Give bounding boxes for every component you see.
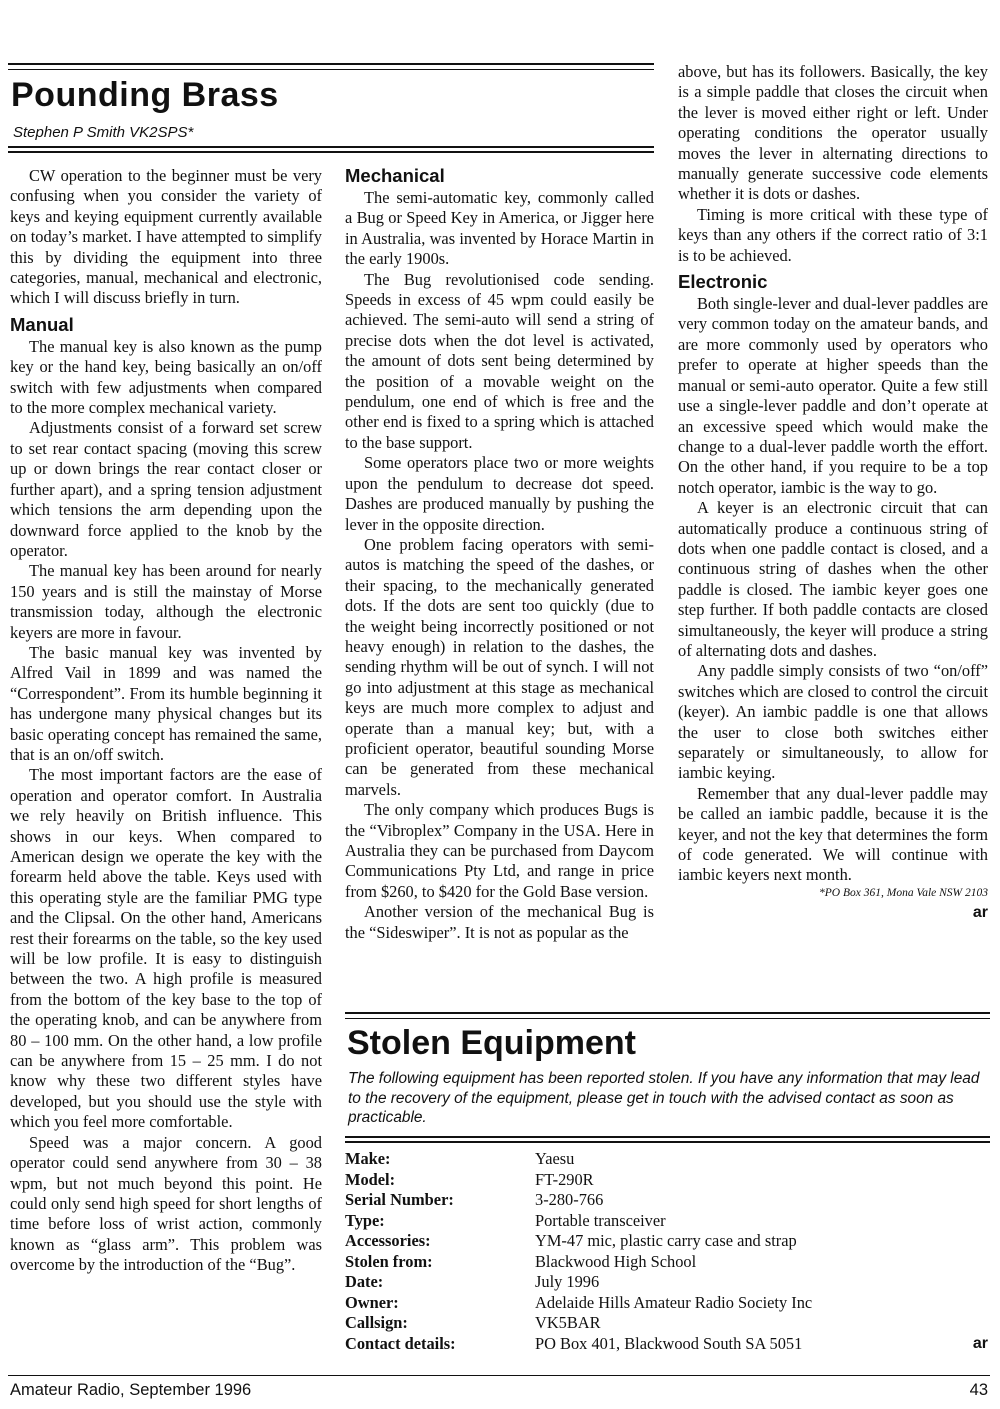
equipment-row <box>345 1170 995 1191</box>
paragraph: Remember that any dual-lever paddle may be called an iambic paddle, because it is the keyer, and not the key that determines the form of code generated. We will continue with iambic keyers next month. <box>678 783 988 885</box>
paragraph: The manual key has been around for nearly 150 years and is still the mainstay of Morse transmission today, although the electronic keyers are more in favour. <box>10 561 322 642</box>
stolen-intro-rule <box>345 1136 990 1143</box>
equipment-row <box>345 1313 995 1334</box>
stolen-top-rule <box>345 1012 990 1014</box>
paragraph: Adjustments consist of a forward set screw to set rear contact spacing (moving this screw up or down brings the rear contact closer or further apart), and a spring tension adjustment which tensions the arm depending upon the downward force applied to the knob by the operator. <box>10 418 322 560</box>
equipment-label: Type: <box>345 1210 385 1230</box>
equipment-value: 3-280-766 <box>535 1190 604 1209</box>
stolen-equipment-table <box>345 1149 995 1354</box>
equipment-label: Serial Number: <box>345 1190 454 1209</box>
equipment-label: Model: <box>345 1169 396 1189</box>
footer-rule <box>8 1375 990 1376</box>
equipment-row <box>345 1334 995 1355</box>
equipment-row <box>345 1190 995 1211</box>
equipment-value: PO Box 401, Blackwood South SA 5051 <box>535 1333 803 1353</box>
equipment-value: Yaesu <box>535 1149 575 1168</box>
paragraph: One problem facing operators with semi-autos is matching the speed of the dashes, or their spacing, to the mechanically generated dots. If the dots are sent too quickly (due to the weight being incorrectly positioned or not heavy enough) in relation to the dashes, the sending rhythm will be out of synch. I will not go into adjustment at this stage as mechanical keys are much more complex to adjust and operate than a manual key; but, with a proficient operator, beautiful sounding Morse can be generated from these mechanical marvels. <box>345 534 654 799</box>
equipment-row <box>345 1252 995 1273</box>
section-heading-manual: Manual <box>10 313 74 335</box>
footer-publication: Amateur Radio, September 1996 <box>10 1381 252 1399</box>
stolen-top-rule-thin <box>345 1018 990 1019</box>
equipment-label: Owner: <box>345 1292 399 1312</box>
equipment-label: Date: <box>345 1272 384 1291</box>
paragraph: Speed was a major concern. A good operator could send anywhere from 30 – 38 wpm, but not much beyond this point. He could only send high speed for short lengths of time before loss of wrist action, commonly known as “glass arm”. This problem was overcome by the introduction of the “Bug”. <box>10 1132 322 1275</box>
section-heading-electronic: Electronic <box>678 271 768 293</box>
paragraph: Both single-lever and dual-lever paddles are very common today on the amateur bands, and are more commonly used by operators who prefer to operate at higher speeds than the manual or semi-auto operator. Quite a few still use a single-lever paddle and don’t operate at an excessive speed which would make the change to a dual-lever paddle worth the effort. On the other hand, if you require to be a top notch operator, iambic is the way to go. <box>678 294 988 497</box>
byline-rule <box>8 146 654 153</box>
equipment-label: Make: <box>345 1149 391 1168</box>
author-address: *PO Box 361, Mona Vale NSW 2103 <box>819 886 988 899</box>
article-title: Pounding Brass <box>11 76 279 114</box>
stolen-title: Stolen Equipment <box>347 1024 636 1062</box>
paragraph: The basic manual key was invented by Alfred Vail in 1899 and was named the “Correspondent”. From its humble beginning it has undergone many physical changes but its basic operating concept has remained the same, that is an on/off switch. <box>10 642 322 764</box>
equipment-value: VK5BAR <box>535 1313 601 1332</box>
paragraph: Any paddle simply consists of two “on/off” switches which are closed to control the circuit (keyer). An iambic paddle is one that allows the user to close both switches either separately or simultaneously, to allow for iambic keying. <box>678 661 988 783</box>
equipment-row <box>345 1149 995 1170</box>
article-column-1 <box>10 166 322 1276</box>
equipment-label: Contact details: <box>345 1333 456 1353</box>
equipment-row <box>345 1272 995 1293</box>
paragraph: The Bug revolutionised code sending. Speeds in excess of 45 wpm could easily be achieved. The semi-auto will send a string of precise dots when the dot level is activated, the amount of dots sent being determined by the position of a movable weight on the pendulum, one end of which is free and the other end is fixed to a spring which is attached to the base support. <box>345 269 654 452</box>
equipment-value: Blackwood High School <box>535 1251 697 1271</box>
article-byline: Stephen P Smith VK2SPS* <box>13 124 194 141</box>
top-rule <box>8 63 654 65</box>
paragraph: The only company which produces Bugs is the “Vibroplex” Company in the USA. Here in Australia they can be purchased from Daycom Communications Pty Ltd, and range in price from $260, to $420 for the Gold Base version. <box>345 800 654 901</box>
stolen-end-mark: ar <box>972 1335 988 1352</box>
equipment-label: Accessories: <box>345 1231 431 1250</box>
article-column-3 <box>678 62 988 923</box>
paragraph: The semi-automatic key, commonly called a Bug or Speed Key in America, or Jigger here in Australia, was invented by Horace Martin in the early 1900s. <box>345 188 654 269</box>
equipment-value: YM-47 mic, plastic carry case and strap <box>535 1231 797 1250</box>
equipment-row <box>345 1231 995 1252</box>
article-column-2 <box>345 164 654 943</box>
equipment-row <box>345 1211 995 1232</box>
footer-page-number: 43 <box>969 1381 988 1399</box>
paragraph: The most important factors are the ease of operation and operator comfort. In Australia we rely heavily on British influence. This shows in our keys. When compared to American design we operate the key with the forearm held above the table. Keys used with this operating style are the familiar PMG type and the Clipsal. On the other hand, Americans rest their forearms on the table, so the key used will be low profile. It is easy to distinguish between the two. A high profile is measured from the bottom of the key base to the top of the operating knob, and can be anywhere from 80 – 100 mm. On the other hand, a low profile can be anywhere from 15 – 25 mm. I do not know why these two different styles have developed, but you should use the style with which you feel more comfortable. <box>10 765 322 1132</box>
paragraph: above, but has its followers. Basically, the key is a simple paddle that closes the circuit when the lever is moved either right or left. Under operating conditions the operator usually moves the lever in alternating directions to manually generate successive code elements whether it is dots or dashes. <box>678 62 988 204</box>
paragraph: The manual key is also known as the pump key or the hand key, being basically an on/off switch with few adjustments when compared to the more complex mechanical variety. <box>10 336 322 418</box>
paragraph: A keyer is an electronic circuit that can automatically produce a continuous string of dots when one paddle contact is closed, and a continuous string of dashes when the other paddle is closed. The iambic keyer goes one step further. If both paddle contacts are closed simultaneously, the keyer will produce a string of alternating dots and dashes. <box>678 498 988 660</box>
section-heading-mechanical: Mechanical <box>345 165 445 186</box>
equipment-label: Callsign: <box>345 1313 408 1332</box>
equipment-value: Portable transceiver <box>535 1210 666 1230</box>
top-rule-thin <box>8 69 654 70</box>
stolen-intro: The following equipment has been reported stolen. If you have any information that may lead to the recovery of the equipment, please get in touch with the advised contact as soon as practicable. <box>348 1070 980 1126</box>
equipment-value: Adelaide Hills Amateur Radio Society Inc <box>535 1292 813 1312</box>
paragraph: Some operators place two or more weights upon the pendulum to decrease dot speed. Dashes are produced manually by pushing the lever in the opposite direction. <box>345 453 654 534</box>
paragraph: Another version of the mechanical Bug is the “Sideswiper”. It is not as popular as the <box>345 902 654 942</box>
paragraph: CW operation to the beginner must be very confusing when you consider the variety of keys and keying equipment currently available on today’s market. I have attempted to simplify this by dividing the equipment into three categories, manual, mechanical and electronic, which I will discuss briefly in turn. <box>10 166 322 308</box>
article-end-mark: ar <box>972 903 988 921</box>
equipment-row <box>345 1293 995 1314</box>
equipment-label: Stolen from: <box>345 1251 433 1271</box>
equipment-value: FT-290R <box>535 1169 594 1189</box>
equipment-value: July 1996 <box>535 1272 600 1291</box>
paragraph: Timing is more critical with these type of keys than any others if the correct ratio of 3:1 is to be achieved. <box>678 204 988 265</box>
